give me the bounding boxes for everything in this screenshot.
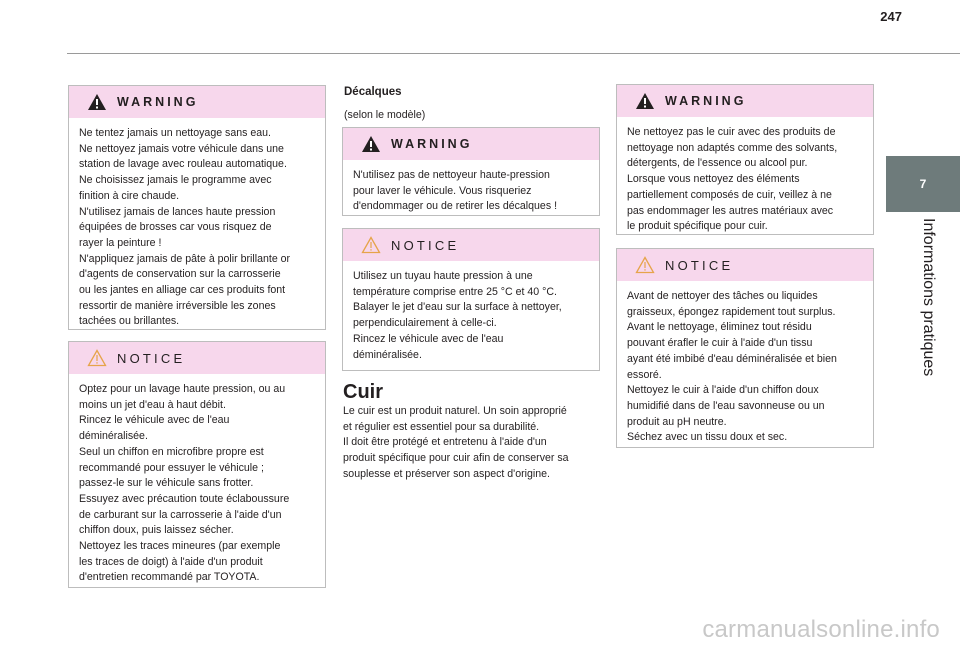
- notice-text: Optez pour un lavage haute pression, ou au moins un jet d'eau à haut débit. Rincez le véhicule avec de l'eau déminéralisée. Seul un chiffon en microfibre propre est recommandé pour essuyer le véhicule ; passez-le sur le véhicule sans frotter. Essuyez avec précaution toute éclaboussure de carburant sur la carrosserie à l'aide d'un chiffon doux, puis laissez sécher. Nettoyez les traces mineures (par exemple les traces de doigt) à l'aide d'un produit d'entretien recommandé par TOYOTA.: [79, 383, 290, 584]
- leather-section-title: Cuir: [343, 381, 383, 403]
- warning-label: WARNING: [117, 95, 199, 109]
- page-number: 247: [880, 9, 902, 24]
- warning-label: WARNING: [391, 137, 473, 151]
- notice-label: NOTICE: [117, 350, 186, 366]
- notice-header: [617, 249, 873, 281]
- notice-label: NOTICE: [665, 257, 734, 273]
- leather-intro-text: Le cuir est un produit naturel. Un soin approprié et régulier est essentiel pour sa durabilité. Il doit être protégé et entretenu à l'aide d'un produit spécifique pour cuir afin de conserver sa souplesse et préserver son aspect d'origine.: [343, 405, 569, 480]
- notice-triangle-icon: [361, 236, 381, 254]
- notice-box-washing: [68, 341, 326, 588]
- warning-header: [343, 128, 599, 160]
- warning-text: Ne nettoyez pas le cuir avec des produits de nettoyage non adaptés comme des solvants, détergents, de l'essence ou alcool pur. Lorsque vous nettoyez des éléments partiellement composés de cuir, veillez à ne pas endommager les autres matériaux avec le produit spécifique pour cuir.: [627, 126, 838, 233]
- top-divider: [67, 53, 960, 54]
- watermark: carmanualsonline.info: [702, 616, 940, 643]
- warning-box-washing: [68, 85, 326, 330]
- notice-box-decals: [342, 228, 600, 371]
- warning-box-decals: [342, 127, 600, 216]
- decals-subtitle: (selon le modèle): [344, 109, 426, 121]
- notice-triangle-icon: [87, 349, 107, 367]
- notice-label: NOTICE: [391, 237, 460, 253]
- warning-text: Ne tentez jamais un nettoyage sans eau. Ne nettoyez jamais votre véhicule dans une station de lavage avec rouleau automatique. Ne choisissez jamais le programme avec finition à cire chaude. N'utilisez jamais de lances haute pression équipées de brosses car vous risquez de rayer la peinture ! N'appliquez jamais de pâte à polir brillante or d'agents de conservation sur la carrosserie ou les jantes en alliage car ces produits font ressortir de manière irréversible les zones tachées ou brillantes.: [79, 127, 291, 328]
- chapter-title: Informations pratiques: [920, 218, 937, 377]
- notice-triangle-icon: [635, 256, 655, 274]
- warning-triangle-icon: [361, 135, 381, 153]
- warning-label: WARNING: [665, 94, 747, 108]
- warning-box-leather: [616, 84, 874, 235]
- notice-header: [343, 229, 599, 261]
- notice-text: Utilisez un tuyau haute pression à une température comprise entre 25 °C et 40 °C. Balayer le jet d'eau sur la surface à nettoyer, perpendiculairement à celle-ci. Rincez le véhicule avec de l'eau déminéralisée.: [353, 270, 562, 361]
- warning-triangle-icon: [635, 92, 655, 110]
- warning-header: [617, 85, 873, 117]
- warning-header: [69, 86, 325, 118]
- chapter-tab[interactable]: 7: [886, 156, 960, 212]
- warning-text: N'utilisez pas de nettoyeur haute-pression pour laver le véhicule. Vous risqueriez d'endommager ou de retirer les décalques !: [353, 169, 558, 213]
- decals-heading: Décalques: [344, 86, 402, 98]
- warning-triangle-icon: [87, 93, 107, 111]
- notice-text: Avant de nettoyer des tâches ou liquides graisseux, épongez rapidement tout surplus. Avant le nettoyage, éliminez tout résidu pouvant érafler le cuir à l'aide d'un tissu ayant été imbibé d'eau déminéralisée et bien essoré. Nettoyez le cuir à l'aide d'un chiffon doux humidifié dans de l'eau savonneuse ou un produit au pH neutre. Séchez avec un tissu doux et sec.: [627, 290, 837, 444]
- notice-box-leather: [616, 248, 874, 448]
- notice-header: [69, 342, 325, 374]
